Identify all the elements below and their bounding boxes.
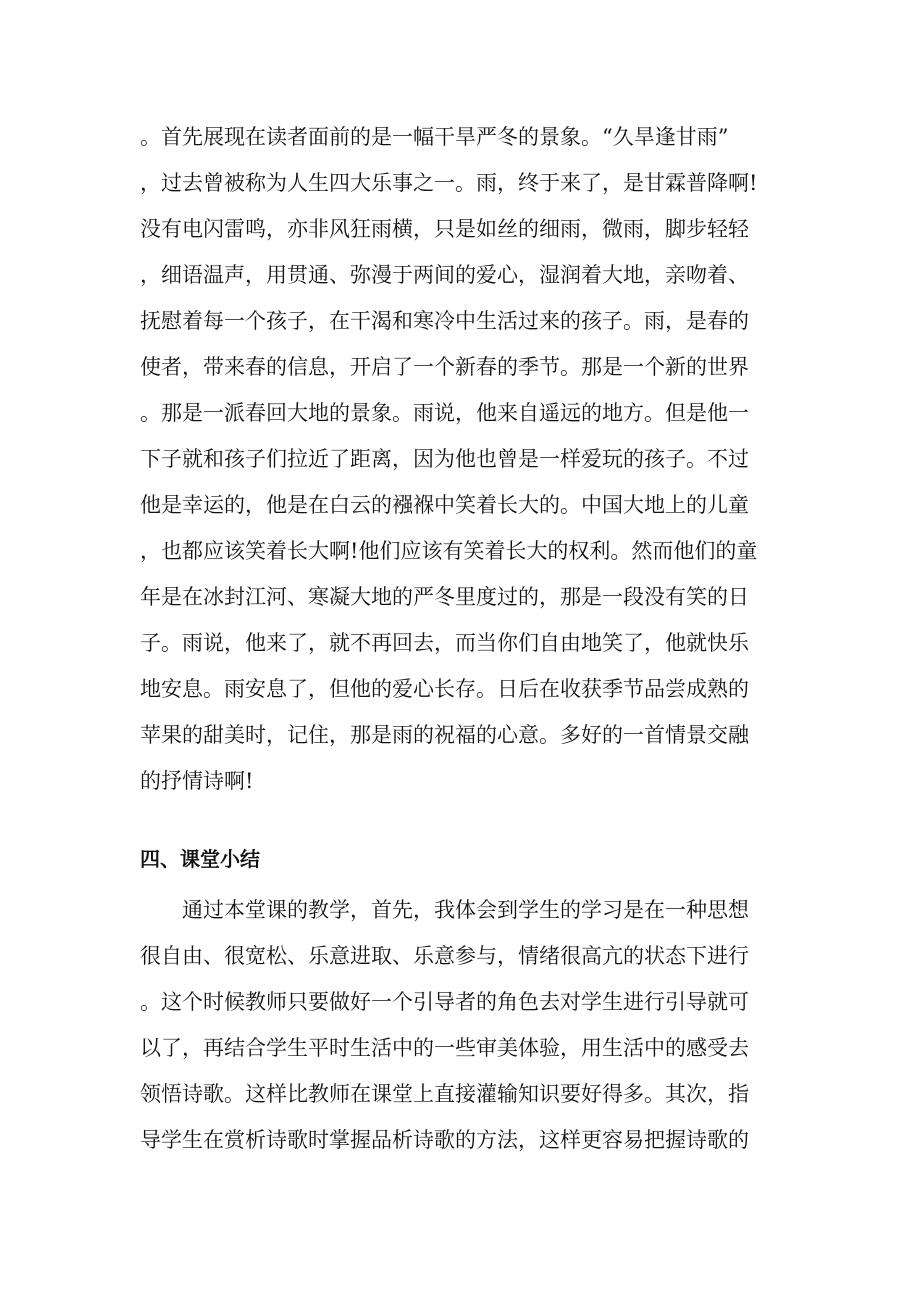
paragraph1-line-10: ，也都应该笑着长大啊!他们应该有笑着长大的权利。然而他们的童 [140,539,758,563]
section-heading: 四、课堂小结 [140,847,260,871]
paragraph2-line-3: 。这个时候教师只要做好一个引导者的角色去对学生进行引导就可 [140,990,749,1014]
paragraph1-line-14: 苹果的甜美时，记住，那是雨的祝福的心意。多好的一首情景交融 [140,723,749,747]
paragraph1-line-12: 子。雨说，他来了，就不再回去，而当你们自由地笑了，他就快乐 [140,631,749,655]
paragraph1-line-13: 地安息。雨安息了，但他的爱心长存。日后在收获季节品尝成熟的 [140,677,749,701]
paragraph1-line-7: 。那是一派春回大地的景象。雨说，他来自遥远的地方。但是他一 [140,401,749,425]
paragraph1-line-11: 年是在冰封江河、寒凝大地的严冬里度过的，那是一段没有笑的日 [140,585,749,609]
paragraph1-line-8: 下子就和孩子们拉近了距离，因为他也曾是一样爱玩的孩子。不过 [140,447,749,471]
paragraph2-line-1: 通过本堂课的教学，首先，我体会到学生的学习是在一种思想 [140,898,749,922]
paragraph1-line-6: 使者，带来春的信息，开启了一个新春的季节。那是一个新的世界 [140,355,749,379]
paragraph1-line-1: 。首先展现在读者面前的是一幅干旱严冬的景象。“久旱逢甘雨” [140,125,729,149]
paragraph1-line-15: 的抒情诗啊! [140,769,254,793]
paragraph2-line-5: 领悟诗歌。这样比教师在课堂上直接灌输知识要好得多。其次，指 [140,1082,749,1106]
paragraph2-line-4: 以了，再结合学生平时生活中的一些审美体验，用生活中的感受去 [140,1036,749,1060]
paragraph1-line-3: 没有电闪雷鸣，亦非风狂雨横，只是如丝的细雨，微雨，脚步轻轻 [140,217,749,241]
paragraph1-line-2: ，过去曾被称为人生四大乐事之一。雨，终于来了，是甘霖普降啊! [140,171,758,195]
paragraph1-line-5: 抚慰着每一个孩子，在干渴和寒冷中生活过来的孩子。雨，是春的 [140,309,749,333]
paragraph2-line-6: 导学生在赏析诗歌时掌握品析诗歌的方法，这样更容易把握诗歌的 [140,1128,749,1152]
paragraph1-line-4: ，细语温声，用贯通、弥漫于两间的爱心，湿润着大地，亲吻着、 [140,263,749,287]
paragraph2-line-2: 很自由、很宽松、乐意进取、乐意参与，情绪很高亢的状态下进行 [140,944,749,968]
paragraph1-line-9: 他是幸运的，他是在白云的襁褓中笑着长大的。中国大地上的儿童 [140,493,749,517]
